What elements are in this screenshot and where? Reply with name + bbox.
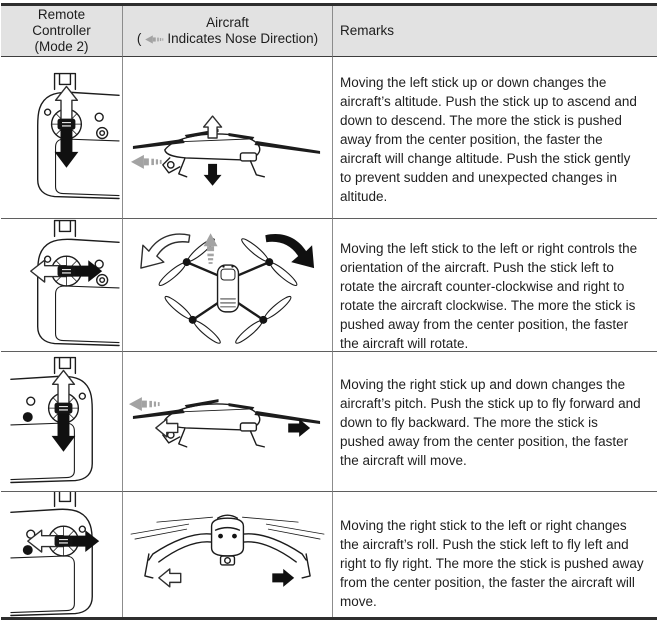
aircraft-front-roll-icon xyxy=(123,492,332,617)
controller-cell-row2 xyxy=(1,219,123,352)
left-stick-left-right-icon xyxy=(1,219,122,352)
aircraft-top-rotate-icon xyxy=(123,219,332,352)
aircraft-side-ascend-descend-icon xyxy=(123,68,332,208)
aircraft-cell-row4 xyxy=(123,492,333,617)
header-remote-line1: Remote xyxy=(37,7,86,22)
controller-cell-row3 xyxy=(1,352,123,492)
header-aircraft-note: ( Indicates Nose Direction) xyxy=(136,31,319,46)
remark-text: Moving the right stick to the left or right changes the aircraft’s roll. Push the stick left to fly left and right to fly right. The more the stick is pushed away from the center position, the faster the aircraft will move. xyxy=(340,518,644,609)
remark-text: Moving the left stick up or down changes the aircraft’s altitude. Push the stick up to ascend and down to descend. The more the stick is pushed away from the center position, the faster the aircraft will change altitude. Push the stick gently to prevent sudden and unexpected changes in altitude. xyxy=(340,75,637,204)
aircraft-cell-row1 xyxy=(123,57,333,219)
controller-cell-row1 xyxy=(1,57,123,219)
header-remote-controller xyxy=(1,6,123,57)
remarks-cell-row2 xyxy=(333,219,657,352)
aircraft-cell-row2 xyxy=(123,219,333,352)
header-remarks: Remarks xyxy=(333,6,657,57)
stick-control-table xyxy=(1,3,657,620)
right-stick-up-down-icon xyxy=(1,352,122,492)
nose-direction-arrow-icon xyxy=(144,34,164,45)
header-aircraft-title: Aircraft xyxy=(206,15,249,30)
right-stick-left-right-icon xyxy=(1,492,122,617)
remarks-cell-row1 xyxy=(333,57,657,219)
header-remote-line3: (Mode 2) xyxy=(34,39,89,54)
left-stick-up-down-icon xyxy=(1,68,122,208)
header-remote-line2: Controller xyxy=(32,23,91,38)
controller-cell-row4 xyxy=(1,492,123,617)
remark-text: Moving the right stick up and down changes the aircraft’s pitch. Push the stick up to fly forward and down to fly backward. The more the stick is pushed away from the center position, the faster the aircraft will move. xyxy=(340,377,641,468)
remark-text: Moving the left stick to the left or right controls the orientation of the aircraft. Push the stick left to rotate the aircraft counter-clockwise and right to rotate the aircraft clockwise. The more the stick is pushed away from the center position, the faster the aircraft will rotate. xyxy=(340,241,638,351)
aircraft-cell-row3 xyxy=(123,352,333,492)
remarks-cell-row4 xyxy=(333,492,657,617)
remarks-cell-row3 xyxy=(333,352,657,492)
aircraft-side-forward-backward-icon xyxy=(123,352,332,492)
header-aircraft xyxy=(123,6,333,57)
